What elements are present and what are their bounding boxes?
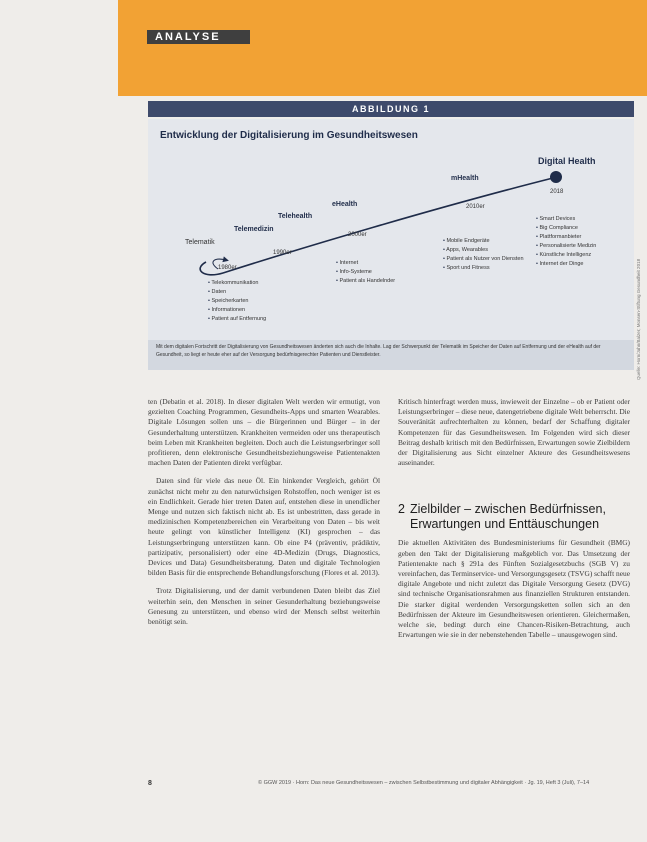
footer-reference: © GGW 2019 · Horn: Das neue Gesundheitswesen – zwischen Selbstbestimmung und digitaler Abhängigkeit · Jg. 19, Heft 3 (Juli), 7–14 — [258, 780, 590, 786]
list-item: • Internet der Dinge — [536, 260, 596, 269]
stage-start-year: 1980er — [218, 265, 237, 271]
list-item: • Apps, Wearables — [443, 246, 533, 255]
stage-telehealth: Telehealth — [278, 213, 313, 220]
figure-header: ABBILDUNG 1 — [148, 101, 634, 117]
figure-box — [148, 119, 634, 370]
paragraph: Die aktuellen Aktivitäten des Bundesministeriums für Gesundheit (BMG) geben den Takt der Digitalisierung maßgeblich vor. Das Umsetzung der Patientenakte nach § 291a des Fünften Sozialgesetzbuchs (SGB V) zu vereinfachen, das Terminservice- und Versorgungsgesetz (TSVG) schafft neue digitale Angebote und nicht zuletzt das Digitale Versorgung Gesetz (DVG) sind technische Organisationsrahmen aus finanziellen Strukturen entstanden. Die starker digital werdenden Versorgungsketten sollen sich an den Bedürfnissen der Akteure im Gesundheitswesen orientieren. Gleichermaßen, welche sie, bedingt durch eine Chancen-Risiken-Betrachtung, auch Erwartungen wie sie in der nebenstehenden Tabelle – unausgewogen sind. — [398, 538, 630, 640]
list-item: • Patient als Handelnder — [336, 277, 395, 286]
list-item: • Mobile Endgeräte — [443, 237, 533, 246]
page-footer — [148, 780, 634, 787]
list-item: • Internet — [336, 259, 395, 268]
list-item: • Plattformanbieter — [536, 233, 596, 242]
bullets-ehealth — [336, 259, 395, 286]
list-item: • Speicherkarten — [208, 297, 266, 306]
list-item: • Patient auf Entfernung — [208, 315, 266, 324]
heading-text: Zielbilder – zwischen Bedürfnissen, Erwartungen und Enttäuschungen — [410, 502, 606, 532]
section-heading — [398, 502, 630, 532]
paragraph: Trotz Digitalisierung, und der damit verbundenen Daten bleibt das Ziel weiterhin sein, den Menschen in seiner Gesunderhaltung beziehungsweise Genesung zu unterstützen, und ebenso wird der Mensch selbst weiterhin benötigt sein. — [148, 586, 380, 627]
paragraph: Daten sind für viele das neue Öl. Ein hinkender Vergleich, gehört Öl zunächst nicht mehr zu den naturwüchsigen Rohstoffen, noch weniger ist es ein Endlichkeit. Gerade hier treten Daten auf, entstehen diese in unendlicher Menge und nutzen sich faktisch nicht ab. Es ist unbestritten, dass gerade in medizinischen Kompetenzbereichen ein Verarbeitung von Daten – bis weit heute gelingt von künstlicher Intelligenz (KI) gesprochen – das Leistungserbringung unterstützen kann. Ob eine P4 (präventiv, prädiktiv, partizipativ, personalisiert) oder eine 4D-Medizin (Drugs, Diagnostics, Devices und Data) Gesundheitsberatung. Daten und digitale Technologien bilden Basis für die entsprechende Behandlungsforschung (Flores et al. 2013). — [148, 476, 380, 578]
list-item: • Informationen — [208, 306, 266, 315]
list-item: • Personalisierte Medizin — [536, 242, 596, 251]
left-column — [148, 397, 380, 635]
list-item: • Smart Devices — [536, 215, 596, 224]
figure-caption: Mit dem digitalen Fortschritt der Digitalisierung von Gesundheitswesen änderten sich auch die Inhalte. Lag der Schwerpunkt der Telematik im Speicher der Daten auf Entfernung und der eHealth auf der Gesundheit, so liegt er heute eher auf der Versorgung bedürfnisgerechter Patienten und Dienstleister. — [148, 340, 634, 370]
stage-mhealth-year: 2010er — [466, 204, 485, 210]
stage-telemedizin-year: 1990er — [273, 250, 292, 256]
paragraph: Kritisch hinterfragt werden muss, inwieweit der Einzelne – ob er Patient oder Leistungserbringer – diese neue, datengetriebene digitale Welt beherrscht. Die Souveränität aufrechterhalten zu können, bedarf der Schaffung digitaler Kompetenzen für das Gesundheitswesen. Im Folgenden wird sich dieser Beitrag deshalb kritisch mit den Bedürfnissen, Erwartungen sowie Zielbildern der Digitalisierung aus Sicht einzelner Akteure des Gesundheitswesens auseinander. — [398, 397, 630, 468]
stage-digital-health: Digital Health — [538, 156, 596, 166]
paragraph: ten (Debatin et al. 2018). In dieser digitalen Welt werden wir ermutigt, von gezielten Coaching Programmen, Gesundheits-Apps und smarten Wearables. Digitale Lösungen sollen uns – die Bürgerinnen und Bürger – in der Gesunderhaltung unterstützen. Krankheiten vermeiden oder uns therapeutisch beim Leben mit Krankheiten begleiten. Doch auch die Leistungserbringer soll profitieren, denn elektronische Gesundheitsbeziehungsweise Patientenakten machen Daten der Patienten direkt verfügbar. — [148, 397, 380, 468]
list-item: • Sport und Fitness — [443, 264, 533, 273]
section-label: ANALYSE — [147, 30, 250, 44]
list-item: • Info-Systeme — [336, 268, 395, 277]
stage-mhealth: mHealth — [451, 175, 479, 182]
figure-credit: Quelle: Horn/Jahn/Balzer; Monsen-Stiftung Gesundheit 2018 — [636, 258, 641, 380]
page-number: 8 — [148, 780, 152, 787]
list-item: • Daten — [208, 288, 266, 297]
header-color-bar — [118, 0, 647, 96]
stage-ehealth-year: 2000er — [348, 232, 367, 238]
bullets-digital-health — [536, 215, 596, 269]
stage-telematik: Telematik — [185, 239, 215, 246]
list-item: • Big Compliance — [536, 224, 596, 233]
heading-number: 2 — [398, 502, 405, 517]
stage-ehealth: eHealth — [332, 201, 358, 208]
list-item: • Telekommunikation — [208, 279, 266, 288]
stage-digital-health-year: 2018 — [550, 189, 564, 195]
bullets-telematik — [208, 279, 266, 324]
figure-title: Entwicklung der Digitalisierung im Gesundheitswesen — [160, 130, 418, 141]
stage-telemedizin: Telemedizin — [234, 226, 274, 233]
list-item: • Patient als Nutzer von Diensten — [443, 255, 533, 264]
list-item: • Künstliche Intelligenz — [536, 251, 596, 260]
bullets-mhealth — [443, 237, 533, 273]
right-column — [398, 397, 630, 648]
